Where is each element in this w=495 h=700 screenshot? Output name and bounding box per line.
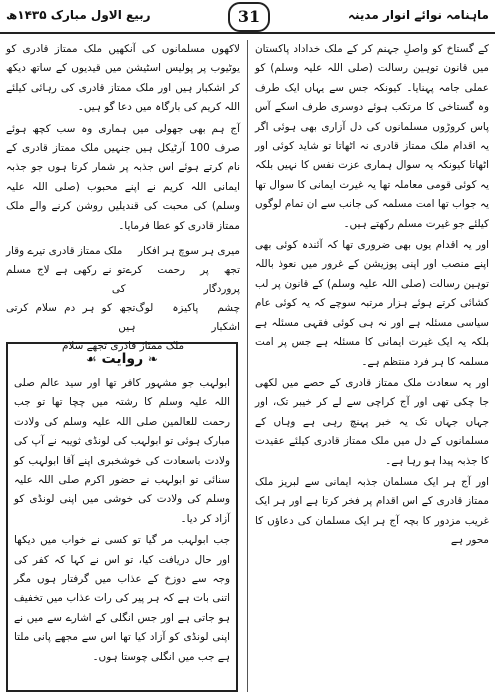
paragraph: اور آج ہر ایک مسلمان جذبہ ایمانی سے لبریز ملک ممتاز قادری کے اس اقدام پر فخر کرتا ہے اور ہر ایک غریب مزدور کا بچہ آج ہر ایک مسلمان کی دعاؤں کا محور ہے xyxy=(255,475,489,547)
poem xyxy=(6,242,240,356)
poem-hemistich: چشم پاکیزہ لوگ اشکبار xyxy=(135,302,240,334)
issue-date: ربیع الاول مبارک ۱۴۳۵ھ xyxy=(6,8,151,22)
poem-hemistich: تجھ کو ہر دم سلام کرتی ہیں xyxy=(6,302,136,334)
poem-line xyxy=(6,299,240,337)
paragraph: کے گستاخ کو واصلِ جہنم کر کے ملک خداداد پاکستان میں قانون توہین رسالت (صلی اللہ علیہ وسلم) کو عملی جامہ پہنایا۔ کیونکہ جس سے یہاں ایک طرف وہ گستاخی کا مرتکب ہوئے دوسری طرف اسکے آس پاس کروڑوں مسلمانوں کی دل آزاری بھی ہوئی اگر یہ اقدام ملک ممتاز قادری نہ اٹھاتا تو شاید کوئی اور اٹھاتا کیونکہ یہ سوال ہماری عزت نفس کا نہیں بلکہ یہ کوئی قومی معاملہ تھا یہ غیرت ایمانی کا سوال تھا یہ جواب تھا امت مسلمہ کی جانب سے ان تمام لوگوں کیلئے جو غیرت مسلم رکھتے ہیں۔ xyxy=(255,43,489,230)
right-column xyxy=(255,40,489,694)
left-column xyxy=(6,40,240,353)
riwayat-title xyxy=(14,348,230,370)
paragraph: ابولہب جو مشہور کافر تھا اور سید عالم صلی اللہ علیہ وسلم کا رشتہ میں چچا تھا تو جب رحمت للعالمین صلی اللہ علیہ وسلم کی ولادت مبارک ہوئی تو ابولہب کی لونڈی ثویبہ نے آپ کی ولادت باسعادت کی خوشخبری اپنے آقا ابولہب کو سنائی تو ابولہب نے حضور اکرم صلی اللہ علیہ وسلم کی ولادت کی خوشی میں اپنی لونڈی کو آزاد کر دیا۔ xyxy=(14,377,230,525)
ornament-icon: ❧ xyxy=(148,352,159,366)
paragraph: اور یہ اقدام یوں بھی ضروری تھا کہ آئندہ کوئی بھی اپنے منصب اور اپنی پوزیشن کے غرور میں نعوذ باللہ توہین رسالت (صلی اللہ علیہ وسلم) کے قانون پر لب کشائی کرتے ہوئے ہزار مرتبہ سوچے کہ یہ کوئی عام سیاسی مسئلہ ہے اور نہ ہی کوئی فقہی مسئلہ ہے بلکہ یہ ایک غیرت ایمانی کا مسئلہ ہے جس پر امت مسلمہ کا ہر فرد منتظم ہے۔ xyxy=(255,239,489,368)
page-header xyxy=(0,0,495,34)
poem-hemistich: ملک ممتاز قادری تیرے وقار xyxy=(6,245,123,258)
poem-hemistich: ملک ممتاز قادری تجھے سلام xyxy=(61,340,185,353)
magazine-title: ماہنامہ نوائے انوار مدینہ xyxy=(347,8,489,22)
riwayat-box xyxy=(6,342,238,692)
poem-line xyxy=(6,242,240,261)
poem-hemistich: میری ہر سوچ ہر افکار xyxy=(138,245,240,258)
paragraph: آج ہم بھی جھولی میں ہماری وہ سب کچھ ہوئے صرف 100 آرٹیکل ہیں جنہیں ملک ممتاز قادری کے نام کرتے ہوئے اس جذبہ پر شمار کرتا ہوں جو جذبہ ایمانی اللہ کریم نے اپنے محبوب (صلی اللہ علیہ وسلم) کی محبت کی قندیلیں روشن کرنے والے ملک ممتاز قادری کو عطا فرمایا۔ xyxy=(6,122,240,232)
ornament-icon: ☙ xyxy=(85,352,97,366)
paragraph: لاکھوں مسلمانوں کی آنکھیں ملک ممتاز قادری کو یوٹیوب پر پولیس اسٹیشن میں قیدیوں کے ساتھ دیکھ کر اشکبار ہیں اور ملک ممتاز قادری کی رہائی کیلئے اللہ کریم کی بارگاہ میں دعا گو ہیں۔ xyxy=(6,43,240,114)
paragraph: جب ابولہب مر گیا تو کسی نے خواب میں دیکھا اور حال دریافت کیا، تو اس نے کہا کہ کفر کی وجہ سے دوزخ کے عذاب میں گرفتار ہوں مگر اتنی بات ہے کہ ہر پیر کی رات عذاب میں تخفیف ہو جاتی ہے اور جس انگلی کے اشارے سے میں نے اپنی لونڈی کو آزاد کیا تھا اس سے مجھے پانی ملتا ہے جب میں انگلی چوستا ہوں۔ xyxy=(14,534,230,663)
poem-hemistich: تجھ پر رحمت کرے پروردگار xyxy=(125,264,240,296)
poem-line xyxy=(6,261,240,299)
page-number: 31 xyxy=(228,2,270,32)
riwayat-heading: روایت xyxy=(101,351,144,367)
poem-hemistich: تو نے رکھی ہے لاج مسلم کی xyxy=(6,264,126,296)
column-divider xyxy=(247,40,248,692)
paragraph: اور یہ سعادت ملک ممتاز قادری کے حصے میں لکھی جا چکی تھی اور آج کراچی سے لے کر خیبر تک، اور جہاں جہاں تک یہ خبر پہنچ رہی ہے وہاں کے مسلمانوں کے دل میں ملک ممتاز قادری کیلئے عقیدت کا جذبہ پیدا ہو رہا ہے۔ xyxy=(255,376,489,467)
